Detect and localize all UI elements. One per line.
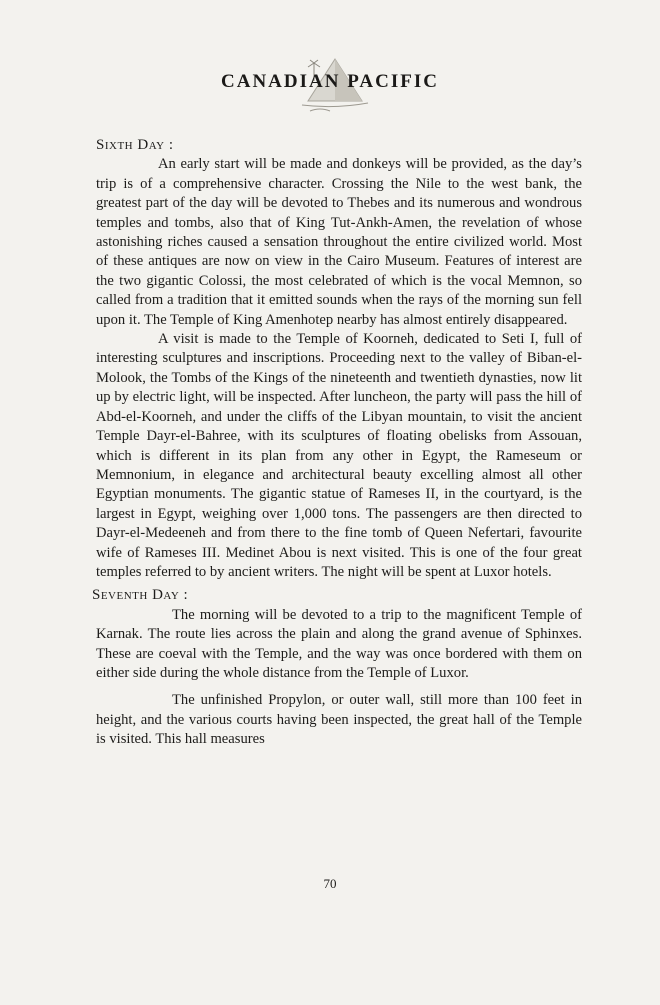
paragraph: A visit is made to the Temple of Koorneh, dedicated to Seti I, full of interesting sculptures and inscriptions. Proceeding next to the valley of Biban-el-Molook, the Tombs of the Kings of the nineteenth and twentieth dynasties, now lit up by electric light, will be inspected. After luncheon, the party will pass the hill of Abd-el-Koorneh, and under the cliffs of the Libyan mountain, to visit the ancient Temple Dayr-el-Bahree, with its sculptures of floating obelisks from Assouan, which is different in its plan from any other in Egypt, the Rameseum or Memnonium, in elegance and architectural beauty excelling almost all other Egyptian monuments. The gigantic statue of Rameses II, in the courtyard, is the largest in Egypt, weighing over 1,000 tons. The passengers are then directed to Dayr-el-Medeeneh and from there to the fine tomb of Queen Nefertari, favourite wife of Rameses III. Medinet Abou is next visited. This is one of the four great temples referred to by ancient writers. The night will be spent at Luxor hotels. bbox=[96, 331, 582, 580]
paragraph: The morning will be devoted to a trip to the magnificent Temple of Karnak. The route lies across the plain and along the grand avenue of Sphinxes. These are coeval with the Temple, and the way was once bordered with them on either side during the whole distance from the Temple of Luxor. bbox=[96, 606, 582, 681]
document-body bbox=[92, 132, 582, 750]
section-heading: Seventh Day : bbox=[92, 587, 189, 604]
logo-text: CANADIAN PACIFIC bbox=[221, 71, 439, 92]
section-seventh-day bbox=[92, 586, 582, 749]
page-header bbox=[0, 55, 660, 115]
paragraph: An early start will be made and donkeys will be provided, as the day’s trip is of a comprehensive character. Crossing the Nile to the west bank, the greatest part of the day will be devoted to Thebes and its numerous and wondrous temples and tombs, also that of King Tut-Ankh-Amen, the revelation of whose astonishing riches caused a sensation throughout the entire civilized world. Most of these antiques are now on view in the Cairo Museum. Features of interest are the two gigantic Colossi, the most celebrated of which is the vocal Memnon, so called from a tradition that it emitted sounds when the rays of the morning sun fell upon it. The Temple of King Amenhotep nearby has almost entirely disappeared. bbox=[96, 156, 582, 328]
page-number: 70 bbox=[323, 876, 337, 891]
section-sixth-day bbox=[96, 136, 582, 582]
paragraph: The unfinished Propylon, or outer wall, still more than 100 feet in height, and the various courts having been inspected, the great hall of the Temple is visited. This hall measures bbox=[96, 692, 582, 748]
section-heading: Sixth Day : bbox=[96, 137, 174, 153]
